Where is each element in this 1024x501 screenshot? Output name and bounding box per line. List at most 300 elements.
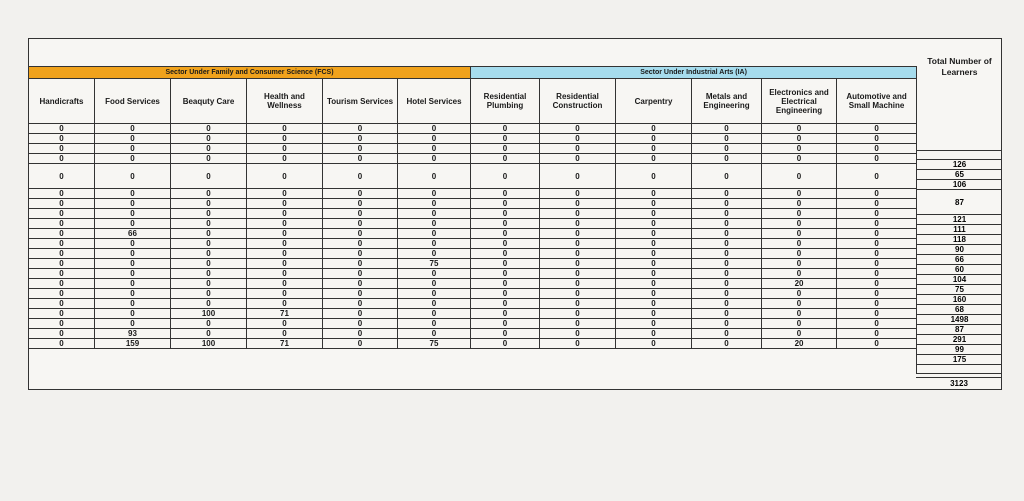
table-row: [29, 189, 917, 199]
table-cell: 0: [762, 144, 837, 154]
table-cell: 0: [762, 239, 837, 249]
table-cell: 0: [471, 259, 540, 269]
table-row: [29, 279, 917, 289]
total-row: [917, 355, 1003, 365]
table-cell: 0: [29, 289, 95, 299]
table-cell: 0: [398, 279, 471, 289]
table-cell: 93: [95, 329, 171, 339]
table-cell: 0: [29, 329, 95, 339]
total-row: [917, 225, 1003, 235]
total-cell: 126: [917, 160, 1003, 170]
total-cell: [917, 151, 1003, 160]
table-cell: 0: [471, 269, 540, 279]
table-cell: 0: [398, 164, 471, 189]
table-cell: 0: [471, 219, 540, 229]
table-cell: 0: [247, 209, 323, 219]
table-cell: 0: [837, 319, 917, 329]
table-cell: 0: [616, 199, 692, 209]
table-cell: 0: [540, 164, 616, 189]
table-cell: 0: [540, 124, 616, 134]
table-cell: 0: [171, 209, 247, 219]
table-row: [29, 289, 917, 299]
table-cell: 0: [171, 269, 247, 279]
table-cell: 0: [29, 154, 95, 164]
table-cell: 0: [616, 309, 692, 319]
table-cell: 0: [837, 269, 917, 279]
table-row: [29, 209, 917, 219]
table-cell: 0: [29, 219, 95, 229]
table-cell: 0: [616, 124, 692, 134]
table-cell: 0: [692, 229, 762, 239]
table-cell: 0: [29, 319, 95, 329]
total-cell: 99: [917, 345, 1003, 355]
column-header: Residential Construction: [540, 79, 616, 124]
table-cell: 0: [616, 144, 692, 154]
table-cell: 0: [692, 134, 762, 144]
table-cell: 75: [398, 339, 471, 349]
table-cell: 0: [323, 229, 398, 239]
table-cell: 0: [323, 339, 398, 349]
total-row: [917, 215, 1003, 225]
table-cell: 0: [692, 339, 762, 349]
table-cell: 0: [471, 134, 540, 144]
total-cell: 90: [917, 245, 1003, 255]
table-cell: 0: [471, 279, 540, 289]
table-cell: 0: [471, 249, 540, 259]
table-cell: 0: [837, 249, 917, 259]
table-cell: 0: [837, 154, 917, 164]
total-learners-column: [916, 38, 1003, 390]
total-cell: 87: [917, 325, 1003, 335]
table-cell: 0: [837, 219, 917, 229]
table-cell: 0: [247, 289, 323, 299]
table-cell: 0: [398, 309, 471, 319]
table-cell: 0: [247, 219, 323, 229]
table-cell: 0: [616, 249, 692, 259]
table-cell: 0: [762, 219, 837, 229]
total-row: [917, 295, 1003, 305]
table-cell: 0: [323, 269, 398, 279]
table-cell: 0: [837, 299, 917, 309]
table-cell: 100: [171, 309, 247, 319]
table-cell: 0: [95, 164, 171, 189]
table-cell: 0: [471, 309, 540, 319]
total-cell: 66: [917, 255, 1003, 265]
table-cell: 0: [540, 154, 616, 164]
table-row: [29, 164, 917, 189]
column-header: Electronics and Electrical Engineering: [762, 79, 837, 124]
column-header: Health and Wellness: [247, 79, 323, 124]
table-cell: 0: [837, 259, 917, 269]
table-cell: 0: [692, 239, 762, 249]
table-cell: 0: [95, 239, 171, 249]
table-cell: 0: [540, 189, 616, 199]
table-cell: 0: [247, 319, 323, 329]
table-cell: 0: [762, 189, 837, 199]
table-cell: 20: [762, 339, 837, 349]
table-cell: 0: [398, 189, 471, 199]
totals-list: [916, 150, 1002, 374]
table-cell: 0: [837, 124, 917, 134]
total-cell: 65: [917, 170, 1003, 180]
total-cell: 104: [917, 275, 1003, 285]
table-row: [29, 154, 917, 164]
table-cell: 0: [171, 164, 247, 189]
table-cell: 0: [540, 229, 616, 239]
column-header: Automotive and Small Machine: [837, 79, 917, 124]
table-cell: 0: [540, 289, 616, 299]
table-cell: 0: [540, 209, 616, 219]
total-cell: 1498: [917, 315, 1003, 325]
table-cell: 0: [323, 199, 398, 209]
table-cell: 0: [398, 134, 471, 144]
total-cell: 60: [917, 265, 1003, 275]
table-cell: 0: [540, 309, 616, 319]
table-cell: 0: [762, 269, 837, 279]
total-cell: 68: [917, 305, 1003, 315]
table-cell: 0: [29, 144, 95, 154]
table-row: [29, 339, 917, 349]
table-cell: 0: [762, 289, 837, 299]
total-cell: [917, 365, 1003, 374]
table-cell: 0: [540, 249, 616, 259]
table-cell: 0: [323, 144, 398, 154]
table-cell: 0: [616, 279, 692, 289]
table-cell: 0: [762, 154, 837, 164]
table-cell: 0: [616, 269, 692, 279]
total-row: [917, 190, 1003, 215]
table-cell: 0: [398, 154, 471, 164]
table-cell: 0: [171, 124, 247, 134]
table-row: [29, 239, 917, 249]
table-cell: 0: [471, 164, 540, 189]
total-cell: 106: [917, 180, 1003, 190]
table-cell: 0: [692, 319, 762, 329]
table-cell: 0: [837, 309, 917, 319]
table-cell: 0: [323, 209, 398, 219]
table-cell: 100: [171, 339, 247, 349]
table-cell: 0: [398, 219, 471, 229]
table-cell: 0: [29, 269, 95, 279]
table-row: [29, 229, 917, 239]
table-cell: 0: [398, 329, 471, 339]
total-row: [917, 170, 1003, 180]
table-cell: 0: [692, 269, 762, 279]
table-cell: 0: [471, 319, 540, 329]
total-row: [917, 285, 1003, 295]
table-cell: 0: [95, 219, 171, 229]
total-cell: 160: [917, 295, 1003, 305]
table-cell: 0: [837, 279, 917, 289]
table-cell: 0: [616, 259, 692, 269]
table-cell: 0: [95, 154, 171, 164]
table-cell: 0: [762, 249, 837, 259]
table-cell: 0: [171, 329, 247, 339]
table-cell: 0: [540, 319, 616, 329]
table-cell: 0: [762, 319, 837, 329]
total-cell: 87: [917, 190, 1003, 215]
total-cell: 118: [917, 235, 1003, 245]
table-cell: 0: [540, 199, 616, 209]
table-cell: 0: [837, 209, 917, 219]
total-row: [917, 245, 1003, 255]
table-cell: 0: [471, 189, 540, 199]
ia-sector-header: Sector Under Industrial Arts (IA): [471, 67, 917, 79]
table-cell: 0: [471, 209, 540, 219]
table-cell: 0: [247, 124, 323, 134]
table-row: [29, 134, 917, 144]
table-cell: 0: [95, 319, 171, 329]
table-cell: 0: [247, 249, 323, 259]
table-cell: 0: [95, 144, 171, 154]
table-cell: 0: [540, 259, 616, 269]
total-row: [917, 275, 1003, 285]
table-row: [29, 319, 917, 329]
table-cell: 0: [616, 319, 692, 329]
table-cell: 0: [692, 249, 762, 259]
total-cell: 121: [917, 215, 1003, 225]
table-cell: 0: [171, 319, 247, 329]
table-cell: 0: [616, 329, 692, 339]
table-cell: 0: [837, 239, 917, 249]
table-cell: 0: [29, 199, 95, 209]
table-cell: 0: [540, 144, 616, 154]
table-cell: 0: [540, 219, 616, 229]
table-cell: 0: [692, 289, 762, 299]
table-cell: 0: [29, 299, 95, 309]
table-cell: 0: [171, 299, 247, 309]
table-cell: 0: [247, 329, 323, 339]
table-cell: 0: [692, 154, 762, 164]
total-learners-header: Total Number of Learners: [927, 56, 992, 77]
table-cell: 0: [616, 299, 692, 309]
table-cell: 0: [398, 319, 471, 329]
table-cell: 0: [540, 299, 616, 309]
table-cell: 0: [471, 289, 540, 299]
table-cell: 20: [762, 279, 837, 289]
table-cell: 0: [692, 209, 762, 219]
table-cell: 0: [247, 199, 323, 209]
total-row: [917, 325, 1003, 335]
table-cell: 0: [616, 189, 692, 199]
table-cell: 0: [29, 229, 95, 239]
total-cell: 111: [917, 225, 1003, 235]
total-row: [917, 315, 1003, 325]
table-cell: 0: [616, 339, 692, 349]
table-cell: 0: [247, 299, 323, 309]
table-cell: 0: [692, 219, 762, 229]
table-cell: 0: [171, 289, 247, 299]
table-cell: 71: [247, 309, 323, 319]
table-cell: 0: [471, 339, 540, 349]
table-cell: 0: [95, 259, 171, 269]
table-cell: 0: [837, 144, 917, 154]
table-row: [29, 269, 917, 279]
table-cell: 0: [616, 154, 692, 164]
table-cell: 0: [692, 124, 762, 134]
table-cell: 0: [471, 199, 540, 209]
table-cell: 0: [247, 144, 323, 154]
table-cell: 0: [398, 124, 471, 134]
table-cell: 0: [398, 239, 471, 249]
table-cell: 0: [247, 269, 323, 279]
table-cell: 0: [616, 209, 692, 219]
table-cell: 0: [29, 239, 95, 249]
table-cell: 0: [837, 199, 917, 209]
table-cell: 66: [95, 229, 171, 239]
table-cell: 0: [398, 209, 471, 219]
table-cell: 0: [762, 134, 837, 144]
table-cell: 0: [692, 189, 762, 199]
table-cell: 0: [171, 239, 247, 249]
table-cell: 0: [29, 279, 95, 289]
column-header: Beaquty Care: [171, 79, 247, 124]
table-cell: 0: [171, 249, 247, 259]
column-header: Food Services: [95, 79, 171, 124]
table-cell: 0: [471, 144, 540, 154]
table-cell: 0: [29, 209, 95, 219]
table-cell: 0: [616, 219, 692, 229]
table-cell: 0: [762, 209, 837, 219]
column-header: Metals and Engineering: [692, 79, 762, 124]
table-cell: 0: [29, 309, 95, 319]
grand-total: 3123: [916, 377, 1002, 390]
table-row: [29, 124, 917, 134]
table-cell: 0: [29, 259, 95, 269]
table-cell: 0: [692, 309, 762, 319]
table-cell: 0: [837, 329, 917, 339]
table-cell: 0: [171, 134, 247, 144]
table-cell: 0: [171, 189, 247, 199]
table-cell: 0: [95, 289, 171, 299]
table-cell: 0: [762, 309, 837, 319]
table-cell: 0: [323, 249, 398, 259]
table-cell: 0: [692, 259, 762, 269]
total-row: [917, 305, 1003, 315]
table-row: [29, 219, 917, 229]
column-header: Tourism Services: [323, 79, 398, 124]
table-cell: 0: [171, 219, 247, 229]
table-cell: 0: [692, 329, 762, 339]
table-cell: 0: [247, 229, 323, 239]
table-cell: 71: [247, 339, 323, 349]
table-cell: 0: [398, 144, 471, 154]
table-cell: 0: [471, 154, 540, 164]
table-cell: 0: [762, 164, 837, 189]
table-cell: 0: [616, 164, 692, 189]
table-cell: 0: [540, 279, 616, 289]
table-cell: 0: [95, 199, 171, 209]
total-row: [917, 235, 1003, 245]
table-cell: 0: [171, 144, 247, 154]
table-cell: 0: [171, 279, 247, 289]
total-row: [917, 365, 1003, 374]
table-cell: 0: [247, 189, 323, 199]
table-cell: 0: [29, 124, 95, 134]
table-cell: 0: [95, 189, 171, 199]
table-cell: 0: [29, 249, 95, 259]
table-cell: 0: [323, 124, 398, 134]
table-row: [29, 249, 917, 259]
table-cell: 0: [398, 249, 471, 259]
table-cell: 0: [616, 134, 692, 144]
table-cell: 0: [616, 239, 692, 249]
table-row: [29, 144, 917, 154]
total-cell: 291: [917, 335, 1003, 345]
table-cell: 0: [837, 164, 917, 189]
table-cell: 0: [95, 299, 171, 309]
table-cell: 0: [692, 279, 762, 289]
table-cell: 0: [323, 154, 398, 164]
table-row: [29, 309, 917, 319]
table-cell: 0: [29, 134, 95, 144]
table-cell: 0: [323, 299, 398, 309]
table-cell: 0: [95, 249, 171, 259]
table-cell: 0: [540, 134, 616, 144]
table-cell: 0: [323, 164, 398, 189]
table-cell: 0: [171, 259, 247, 269]
table-cell: 0: [247, 259, 323, 269]
table-cell: 0: [398, 269, 471, 279]
table-cell: 0: [762, 229, 837, 239]
total-row: [917, 151, 1003, 160]
table-cell: 0: [762, 199, 837, 209]
table-cell: 0: [95, 209, 171, 219]
table-cell: 0: [323, 259, 398, 269]
table-cell: 0: [247, 239, 323, 249]
table-row: [29, 329, 917, 339]
total-row: [917, 335, 1003, 345]
table-cell: 0: [323, 329, 398, 339]
table-cell: 0: [247, 154, 323, 164]
table-cell: 0: [540, 329, 616, 339]
table-cell: 0: [95, 309, 171, 319]
table-cell: 0: [323, 134, 398, 144]
table-row: [29, 259, 917, 269]
total-cell: 175: [917, 355, 1003, 365]
table-cell: 0: [171, 199, 247, 209]
table-cell: 0: [471, 299, 540, 309]
table-cell: 0: [323, 289, 398, 299]
table-cell: 0: [323, 319, 398, 329]
table-cell: 0: [540, 239, 616, 249]
table-cell: 0: [398, 229, 471, 239]
table-cell: 0: [398, 289, 471, 299]
table-cell: 0: [29, 164, 95, 189]
table-cell: 0: [692, 144, 762, 154]
table-cell: 0: [95, 134, 171, 144]
table-cell: 0: [95, 269, 171, 279]
table-cell: 0: [692, 199, 762, 209]
table-cell: 0: [398, 299, 471, 309]
table-cell: 0: [95, 279, 171, 289]
table-cell: 0: [323, 239, 398, 249]
table-cell: 0: [95, 124, 171, 134]
table-cell: 0: [171, 154, 247, 164]
table-cell: 0: [247, 134, 323, 144]
table-row: [29, 199, 917, 209]
table-cell: 0: [837, 289, 917, 299]
table-cell: 0: [323, 279, 398, 289]
total-row: [917, 160, 1003, 170]
table-cell: 0: [762, 329, 837, 339]
table-cell: 0: [762, 299, 837, 309]
table-cell: 0: [837, 134, 917, 144]
table-cell: 0: [471, 124, 540, 134]
learners-table-sheet: [28, 38, 1002, 390]
table-cell: 159: [95, 339, 171, 349]
total-row: [917, 255, 1003, 265]
